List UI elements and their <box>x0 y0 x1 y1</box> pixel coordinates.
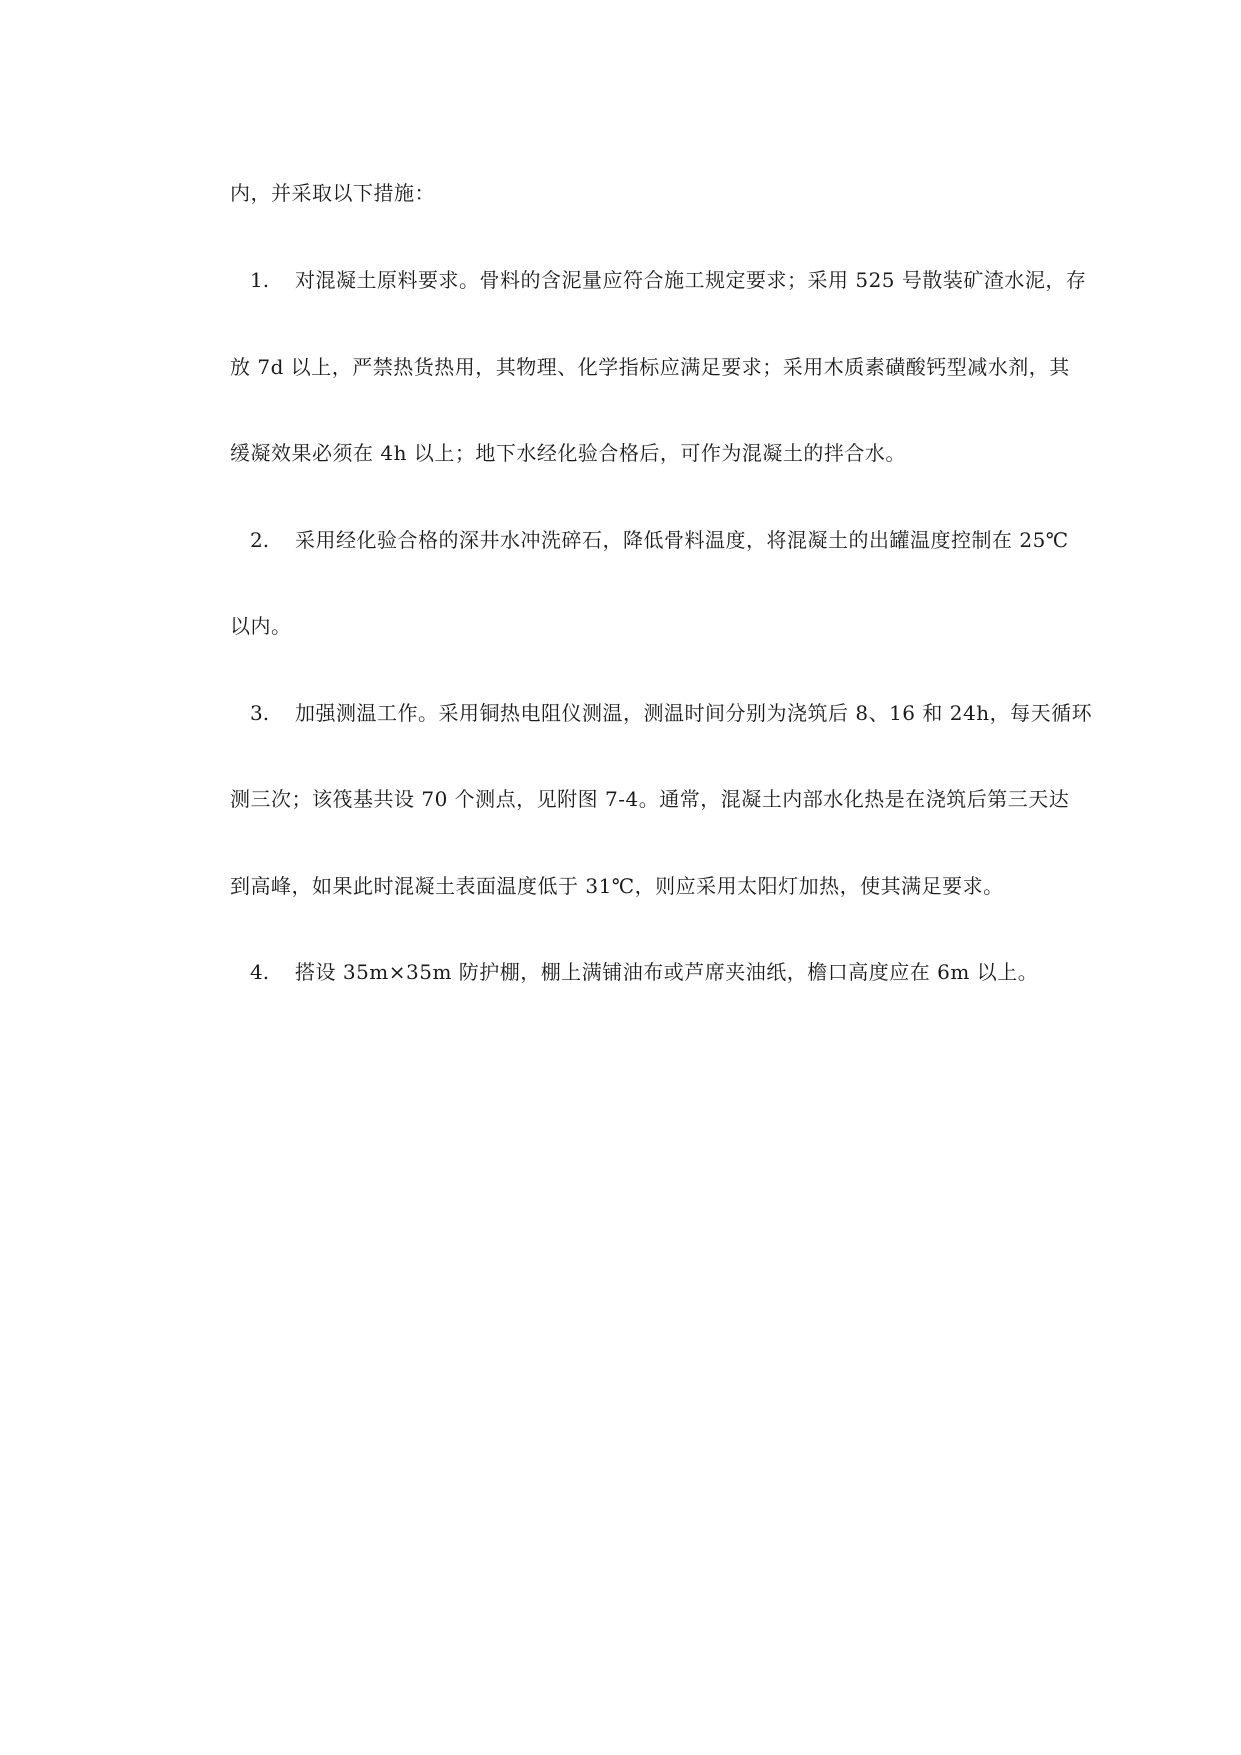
item-1-first-line: 对混凝土原料要求。骨料的含泥量应符合施工规定要求；采用 525 号散装矿渣水泥，存 <box>295 268 1087 292</box>
item-3-number: 3. <box>250 701 270 725</box>
item-1-line-2: 放 7d 以上，严禁热货热用，其物理、化学指标应满足要求；采用木质素磺酸钙型减水剂，其 <box>230 355 1070 379</box>
item-3-first-line: 加强测温工作。采用铜热电阻仪测温，测温时间分别为浇筑后 8、16 和 24h，每天循环 <box>295 701 1093 725</box>
item-1-number: 1. <box>250 268 270 292</box>
item-4-first-line: 搭设 35m×35m 防护棚，棚上满铺油布或芦席夹油纸，檐口高度应在 6m 以上。 <box>295 960 1039 984</box>
item-2-number: 2. <box>250 528 270 552</box>
item-2-line-2: 以内。 <box>230 614 292 638</box>
item-4-number: 4. <box>250 960 270 984</box>
item-3-line-2: 测三次；该筏基共设 70 个测点，见附图 7-4。通常，混凝土内部水化热是在浇筑后第三天达 <box>230 787 1070 811</box>
item-3-line-3: 到高峰，如果此时混凝土表面温度低于 31℃，则应采用太阳灯加热，使其满足要求。 <box>230 874 1004 898</box>
item-2-first-line: 采用经化验合格的深井水冲洗碎石，降低骨料温度，将混凝土的出罐温度控制在 25℃ <box>295 528 1069 552</box>
item-1-line-3: 缓凝效果必须在 4h 以上；地下水经化验合格后，可作为混凝土的拌合水。 <box>230 441 906 465</box>
intro-line: 内，并采取以下措施： <box>230 181 435 205</box>
